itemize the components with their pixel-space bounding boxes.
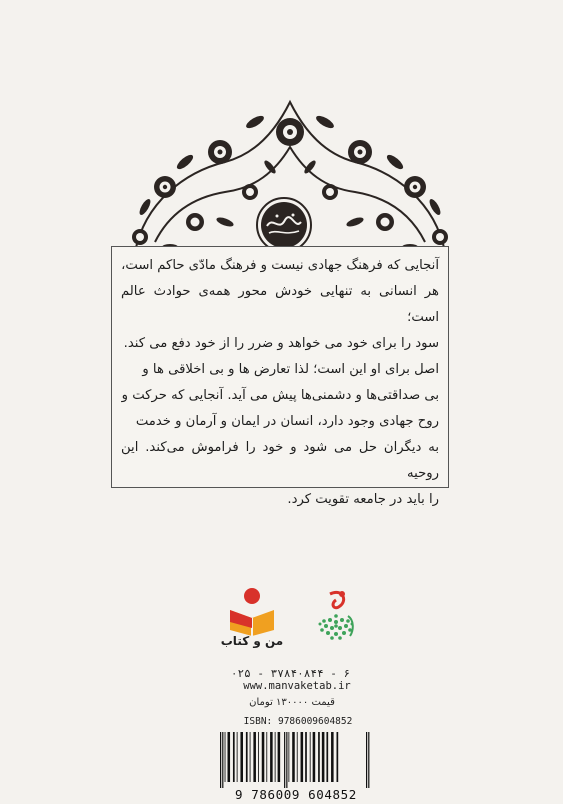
barcode-bar — [253, 732, 256, 782]
quote-line-8: را باید در جامعه تقویت کرد. — [287, 492, 439, 507]
publisher-phone: ۰۲۵ - ۳۷۸۴۰۸۴۴ - ۶ — [230, 667, 351, 680]
barcode-bar — [310, 732, 311, 782]
barcode-bar — [318, 732, 320, 782]
barcode-bar — [246, 732, 248, 782]
isbn-label: ISBN: 9786009604852 — [243, 716, 353, 727]
barcode-bar — [240, 732, 243, 782]
barcode — [212, 732, 380, 804]
quote-text-box — [111, 246, 449, 507]
barcode-bar — [297, 732, 298, 782]
barcode-bar — [228, 732, 231, 782]
quote-line-1: آنجایی که فرهنگ جهادی نیست و فرهنگ مادّی حاکم است، — [121, 258, 439, 273]
price-label: قیمت ۱۳۰۰۰۰ تومان — [249, 697, 335, 708]
barcode-bars — [216, 732, 376, 788]
barcode-bar — [301, 732, 304, 782]
barcode-bar — [288, 732, 289, 782]
barcode-bar — [284, 732, 285, 788]
publisher-website: www.manvaketab.ir — [243, 680, 351, 692]
barcode-bar — [220, 732, 221, 788]
quote-line-7: به دیگران حل می شود و خود را فراموش می‌کند. این روحیه — [121, 440, 439, 481]
barcode-bar — [237, 732, 238, 782]
barcode-bar — [326, 732, 328, 782]
barcode-bar — [266, 732, 267, 782]
publisher-name: من و کتاب — [220, 634, 284, 648]
barcode-bar — [225, 732, 226, 782]
barcode-bar — [366, 732, 367, 788]
green-circle-emblem-icon — [312, 586, 360, 644]
barcode-digits: 9 786009 604852 — [235, 787, 357, 802]
barcode-bar — [222, 732, 223, 788]
barcode-bar — [258, 732, 259, 782]
barcode-bar — [337, 732, 339, 782]
barcode-bar — [331, 732, 334, 782]
barcode-bar — [292, 732, 295, 782]
barcode-bar — [278, 732, 281, 782]
barcode-bar — [262, 732, 265, 782]
barcode-bar — [270, 732, 273, 782]
barcode-bar — [305, 732, 307, 782]
barcode-bar — [368, 732, 369, 788]
barcode-bar — [250, 732, 251, 782]
quote-line-6: روح جهادی وجود دارد، انسان در ایمان و آرمان و خدمت — [135, 414, 439, 429]
quote-line-5: بی صداقتی‌ها و دشمنی‌ها پیش می آید. آنجایی که حرکت و — [121, 388, 439, 403]
quote-line-3: سود را برای خود می خواهد و ضرر را از خود دفع می کند. — [123, 336, 439, 351]
barcode-bar — [322, 732, 325, 782]
quote-line-2: هر انسانی به تنهایی خودش محور همه‌ی حوادث عالم است؛ — [121, 284, 439, 325]
barcode-bar — [233, 732, 235, 782]
barcode-bar — [313, 732, 316, 782]
barcode-bar — [286, 732, 287, 788]
barcode-bar — [275, 732, 276, 782]
quote-line-4: اصل برای او این است؛ لذا تعارض ها و بی اخلاقی ها و — [142, 362, 439, 377]
